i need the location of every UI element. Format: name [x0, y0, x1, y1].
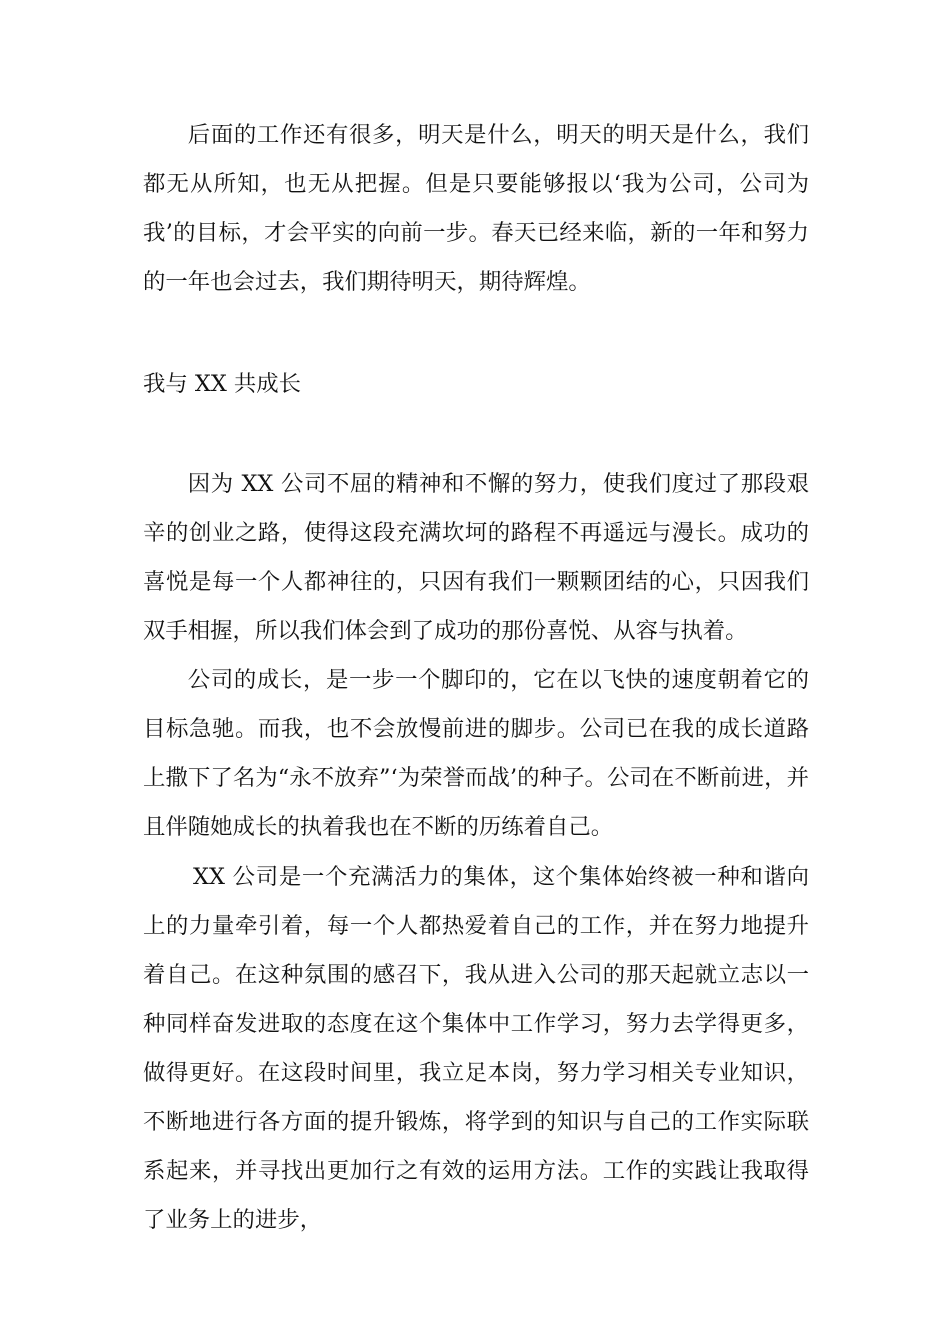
- section-title: 我与 XX 共成长: [143, 371, 302, 397]
- paragraph-closing: 后面的工作还有很多，明天是什么，明天的明天是什么，我们都无从所知，也无从把握。但是只要能够报以‘我为公司，公司为我’的目标，才会平实的向前一步。春天已经来临，新的一年和努力的一年也会过去，我们期待明天，期待辉煌。: [143, 122, 809, 295]
- paragraph-intro: 因为 XX 公司不屈的精神和不懈的努力，使我们度过了那段艰辛的创业之路，使得这段充满坎坷的路程不再遥远与漫长。成功的喜悦是每一个人都神往的，只因有我们一颗颗团结的心，只因我们双手相握，所以我们体会到了成功的那份喜悦、从容与执着。: [143, 471, 809, 644]
- paragraph-growth: 公司的成长，是一步一个脚印的，它在以飞快的速度朝着它的目标急驰。而我，也不会放慢前进的脚步。公司已在我的成长道路上撒下了名为“永不放弃”‘为荣誉而战’的种子。公司在不断前进，并且伴随她成长的执着我也在不断的历练着自己。: [143, 667, 809, 840]
- paragraph-team: XX 公司是一个充满活力的集体，这个集体始终被一种和谐向上的力量牵引着，每一个人都热爱着自己的工作，并在努力地提升着自己。在这种氛围的感召下，我从进入公司的那天起就立志以一种同样奋发进取的态度在这个集体中工作学习，努力去学得更多，做得更好。在这段时间里，我立足本岗，努力学习相关专业知识，不断地进行各方面的提升锻炼，将学到的知识与自己的工作实际联系起来，并寻找出更加行之有效的运用方法。工作的实践让我取得了业务上的进步，: [143, 864, 809, 1233]
